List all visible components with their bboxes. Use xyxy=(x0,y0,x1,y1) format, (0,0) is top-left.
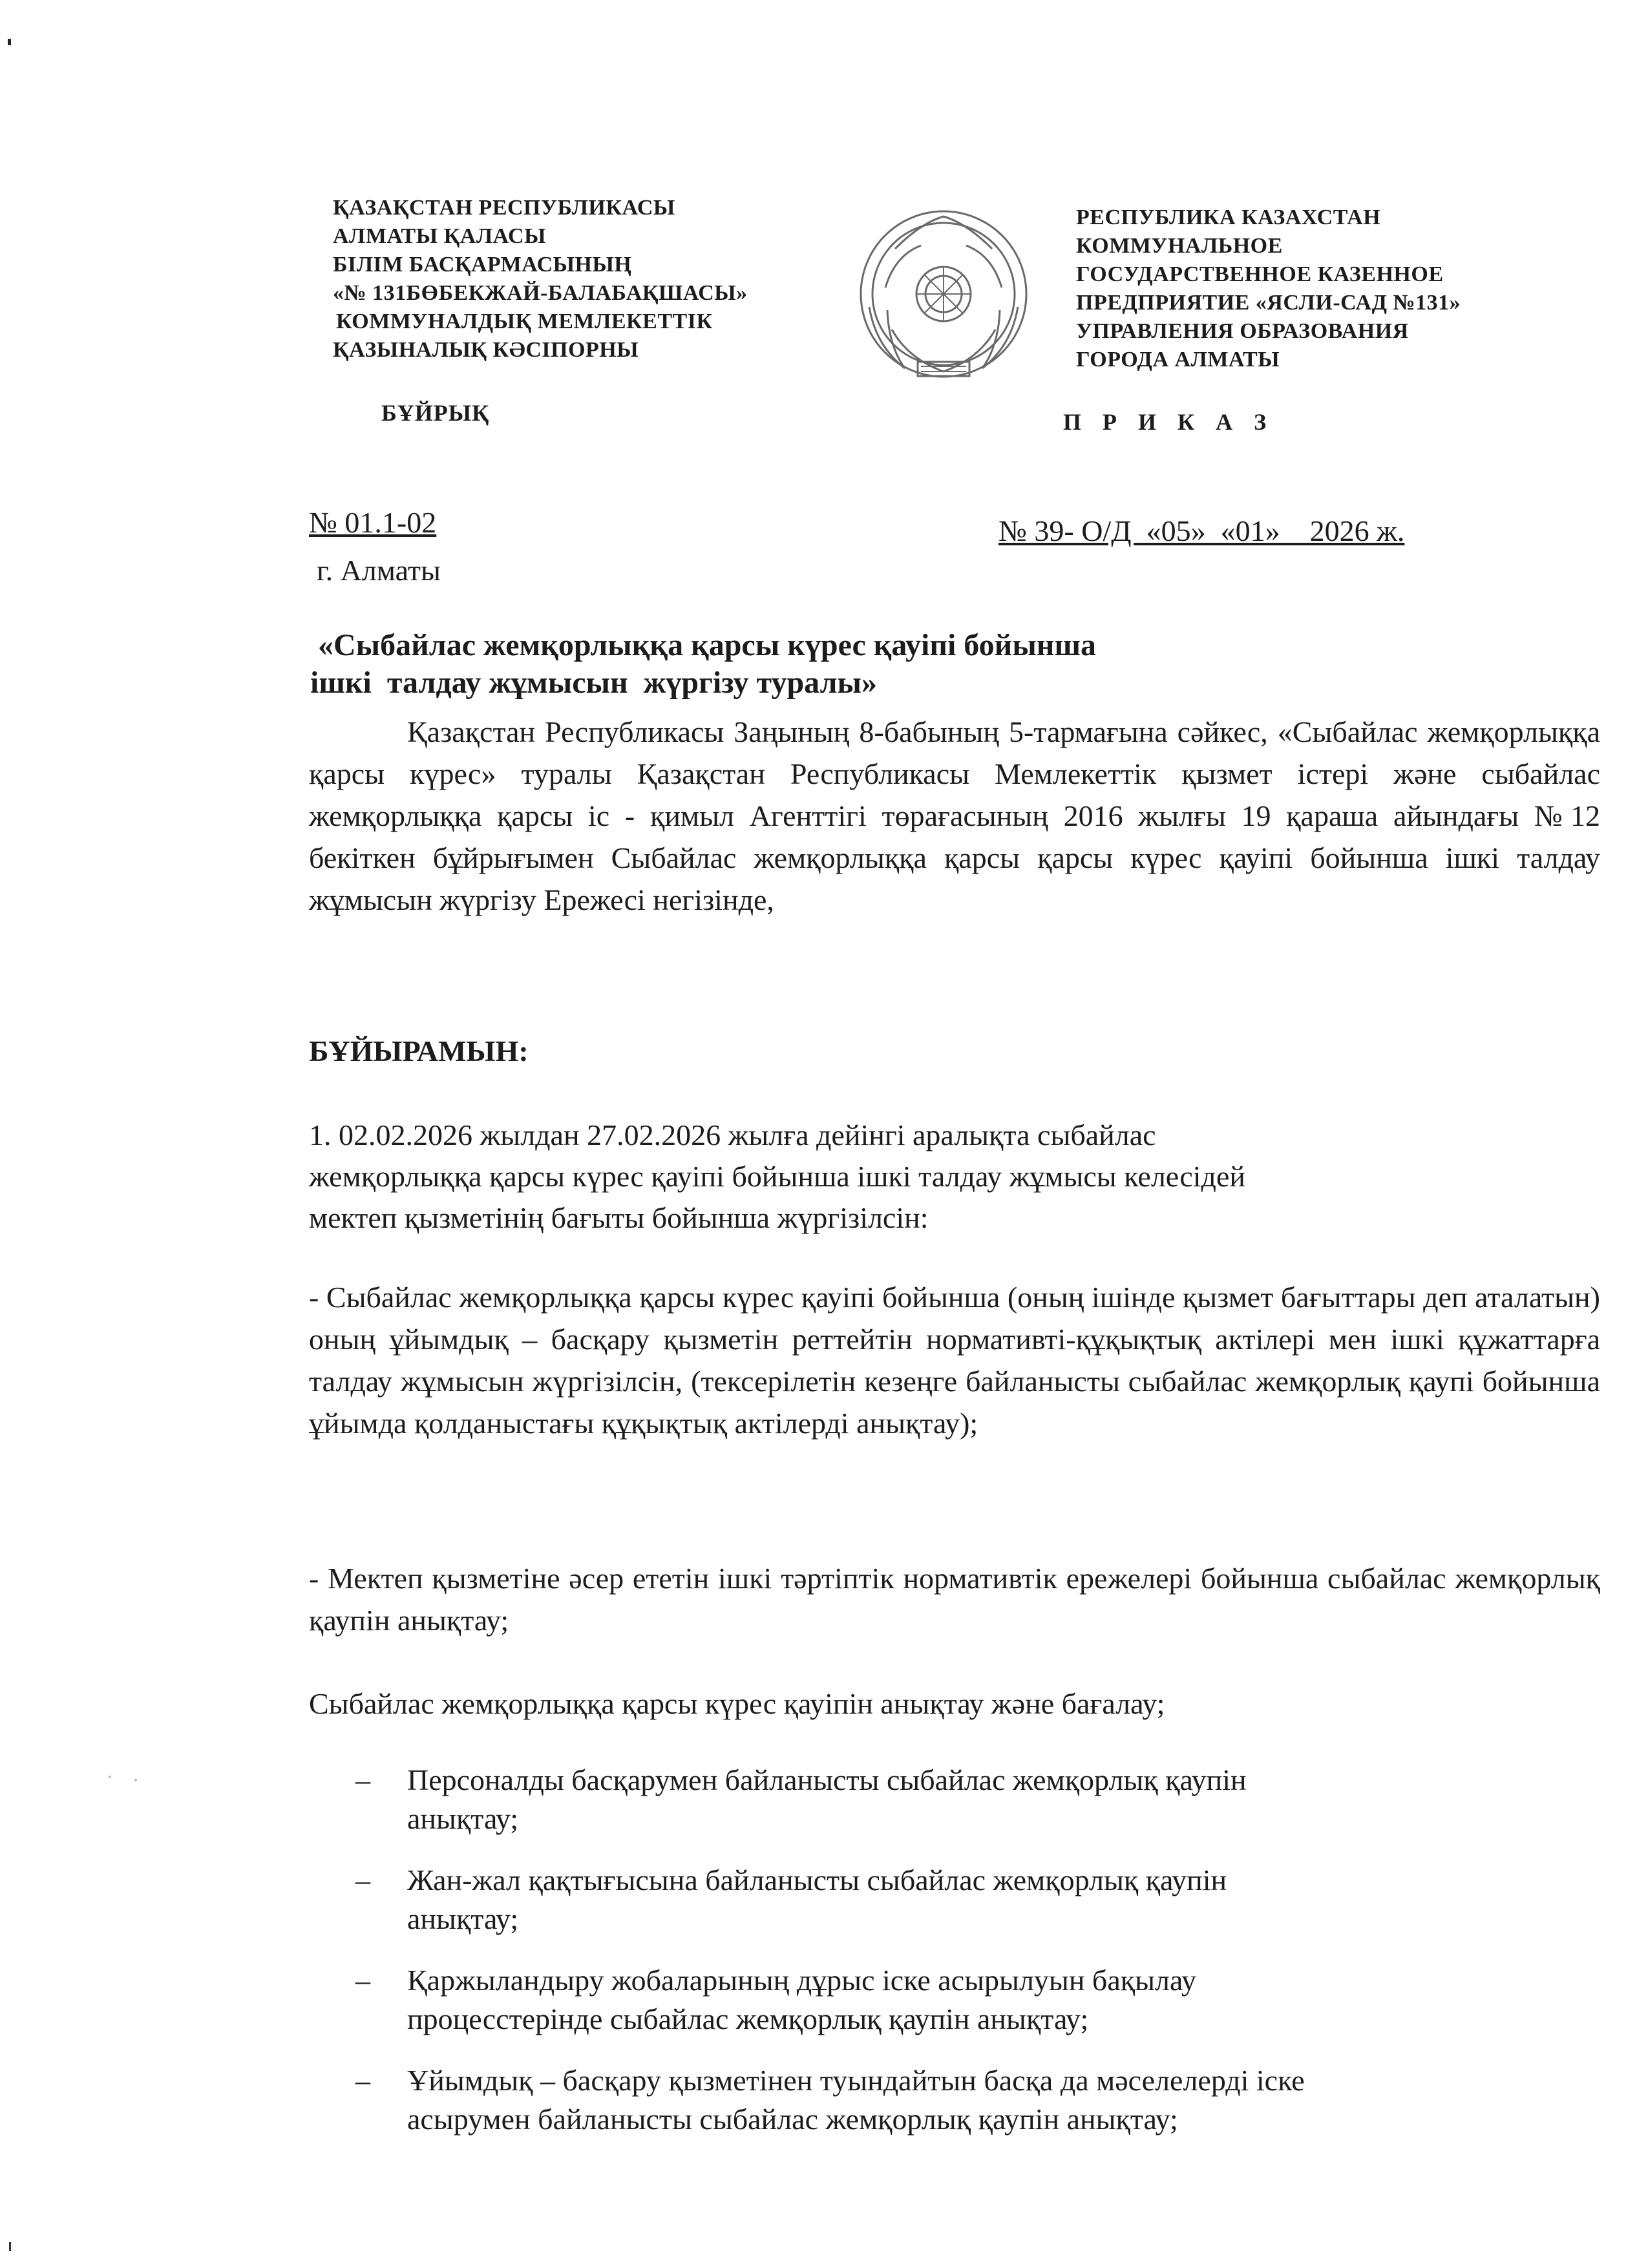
scan-speck xyxy=(134,1779,137,1781)
list-item-line: Қаржыландыру жобаларының дұрыс іске асырылуын бақылау xyxy=(407,1964,1197,1997)
risk-list xyxy=(355,1761,1583,2161)
list-marker: – xyxy=(355,1864,370,1896)
registration-number-left: № 01.1-02 xyxy=(309,506,437,539)
point-1-line: 1. 02.02.2026 жылдан 27.02.2026 жылға дейінгі аралықта сыбайлас xyxy=(309,1118,1156,1151)
list-item xyxy=(355,1961,1583,2039)
doc-type-russian: П Р И К А З xyxy=(1063,409,1274,435)
title-line: ішкі талдау жұмысын жүргізу туралы» xyxy=(310,666,878,700)
list-item xyxy=(355,1761,1583,1838)
assessment-line: Сыбайлас жемқорлыққа қарсы күрес қауіпін анықтау және бағалау; xyxy=(309,1687,1165,1720)
header-right-line: ГОРОДА АЛМАТЫ xyxy=(1076,348,1280,372)
dash-paragraph: - Сыбайлас жемқорлыққа қарсы күрес қауіпі бойынша (оның ішінде қызмет бағыттары деп аталатын) оның ұйымдық – басқару қызметін реттейтін нормативті-құқықтық актілері мен ішкі құжаттарға талдау жұмысын жүргізілсін, (тексерілетін кезеңге байланысты сыбайлас жемқорлық қаупі бойынша ұйымда қолданыстағы құқықтық актілерді анықтау); xyxy=(309,1281,1600,1440)
order-heading: БҰЙЫРАМЫН: xyxy=(309,1034,529,1067)
list-item-line: Жан-жал қақтығысына байланысты сыбайлас жемқорлық қаупін xyxy=(407,1864,1227,1896)
point-1-line: жемқорлыққа қарсы күрес қауіпі бойынша ішкі талдау жұмысы келесідей xyxy=(309,1160,1245,1193)
title-line: «Сыбайлас жемқорлыққа қарсы күрес қауіпі бойынша xyxy=(318,628,1096,662)
header-left-line: АЛМАТЫ ҚАЛАСЫ xyxy=(333,224,546,248)
header-left-line: ҚАЗЫНАЛЫҚ КӘСІПОРНЫ xyxy=(333,338,639,362)
document-title xyxy=(310,627,1409,702)
scan-mark xyxy=(9,2242,11,2251)
list-item-line: асырумен байланысты сыбайлас жемқорлық қаупін анықтау; xyxy=(407,2103,1178,2136)
point-1 xyxy=(309,1115,1537,1239)
doc-type-kazakh: БҰЙРЫҚ xyxy=(381,400,490,426)
header-right-line: ПРЕДПРИЯТИЕ «ЯСЛИ-САД №131» xyxy=(1076,291,1461,315)
list-item xyxy=(355,2061,1583,2139)
header-left xyxy=(333,194,850,364)
header-right-line: РЕСПУБЛИКА КАЗАХСТАН xyxy=(1076,205,1381,229)
header-right-line: УПРАВЛЕНИЯ ОБРАЗОВАНИЯ xyxy=(1076,319,1409,343)
list-item-line: процесстерінде сыбайлас жемқорлық қаупін анықтау; xyxy=(407,2002,1089,2035)
header-left-line: КОММУНАЛДЫҚ МЕМЛЕКЕТТІК xyxy=(336,310,713,333)
list-item-line: Ұйымдық – басқару қызметінен туындайтын басқа да мәселелерді іске xyxy=(407,2064,1305,2097)
dash-paragraph: - Мектеп қызметіне әсер ететін ішкі тәртіптік нормативтік ережелері бойынша сыбайлас жемқорлық қаупін анықтау; xyxy=(309,1562,1600,1637)
point-1-line: мектеп қызметінің бағыты бойынша жүргізілсін: xyxy=(309,1201,929,1234)
list-item-line: анықтау; xyxy=(407,1802,519,1835)
scan-speck xyxy=(109,1776,111,1778)
registration-number-right: № 39- О/Д «05» «01» 2026 ж. xyxy=(998,514,1405,547)
list-marker: – xyxy=(355,1964,370,1997)
intro-paragraph: Қазақстан Республикасы Заңының 8-бабының 5-тармағына сәйкес, «Сыбайлас жемқорлыққа қарсы күрес» туралы Қазақстан Республикасы Мемлекеттік қызмет істері және сыбайлас жемқорлыққа қарсы іс - қимыл Агенттігі төрағасының 2016 жылғы 19 қараша айындағы №12 бекіткен бұйрығымен Сыбайлас жемқорлыққа қарсы қарсы күрес қауіпі бойынша ішкі талдау жұмысын жүргізу Ережесі негізінде, xyxy=(309,715,1600,916)
header-right-line: КОММУНАЛЬНОЕ xyxy=(1076,234,1283,258)
list-item-line: Персоналды басқарумен байланысты сыбайлас жемқорлық қаупін xyxy=(407,1763,1247,1796)
state-emblem-icon xyxy=(856,197,1031,397)
list-item xyxy=(355,1861,1583,1938)
registration-city: г. Алматы xyxy=(317,554,441,587)
list-item-line: анықтау; xyxy=(407,1902,519,1935)
list-marker: – xyxy=(355,2064,370,2097)
header-right xyxy=(1076,204,1593,374)
header-left-line: ҚАЗАҚСТАН РЕСПУБЛИКАСЫ xyxy=(333,196,675,220)
header-left-line: «№ 131БӨБЕКЖАЙ-БАЛАБАҚШАСЫ» xyxy=(333,281,748,305)
header-left-line: БІЛІМ БАСҚАРМАСЫНЫҢ xyxy=(333,253,632,277)
header-right-line: ГОСУДАРСТВЕННОЕ КАЗЕННОЕ xyxy=(1076,262,1444,286)
list-marker: – xyxy=(355,1763,370,1796)
scan-mark xyxy=(8,39,11,45)
